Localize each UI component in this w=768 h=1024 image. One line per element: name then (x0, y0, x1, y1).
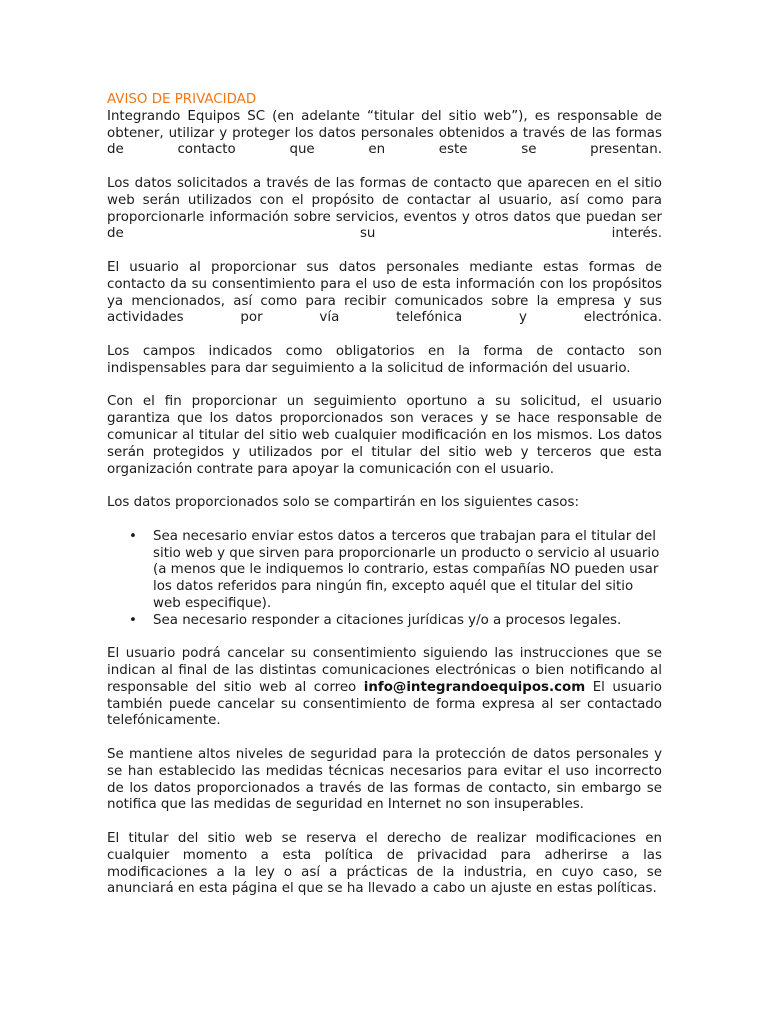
list-item (129, 612, 662, 630)
sharing-cases-intro: Los datos proporcionados solo se compartirán en los siguientes casos: (107, 495, 579, 511)
privacy-notice-page (107, 92, 662, 915)
contact-email-link[interactable]: info@integrandoequipos.com (363, 679, 586, 695)
list-item-text: Sea necesario responder a citaciones jurídicas y/o a procesos legales. (153, 612, 622, 628)
modifications-paragraph: El titular del sitio web se reserva el derecho de realizar modificaciones en cualquier momento a esta política de privacidad para adherirse a las modificaciones a la ley o así a prácticas de la industria, en cuyo caso, se anunciará en esta página el que se ha llevado a cabo un ajuste en estas políticas. (107, 831, 662, 897)
bullet-icon: • (129, 612, 137, 628)
cancel-consent-text-after: El usuario también puede cancelar su consentimiento de forma expresa al ser contactado telefónicamente. (107, 679, 662, 729)
document-title: AVISO DE PRIVACIDAD (107, 92, 257, 107)
security-paragraph: Se mantiene altos niveles de seguridad para la protección de datos personales y se han establecido las medidas técnicas necesarios para evitar el uso incorrecto de los datos proporcionados a través de las formas de contacto, sin embargo se notifica que las medidas de seguridad en Internet no son insuperables. (107, 747, 662, 813)
cancel-consent-text-before: El usuario podrá cancelar su consentimiento siguiendo las instrucciones que se indican al final de las distintas comunicaciones electrónicas o bien notificando al responsable del sitio web al correo (107, 646, 662, 695)
consent-paragraph: El usuario al proporcionar sus datos personales mediante estas formas de contacto da su consentimiento para el uso de esta información con los propósitos ya mencionados, así como para recibir comunicados sobre la empresa y sus actividades por vía telefónica y electrónica. (107, 259, 662, 326)
data-usage-paragraph: Los datos solicitados a través de las formas de contacto que aparecen en el sitio web serán utilizados con el propósito de contactar al usuario, así como para proporcionarle información sobre servicios, eventos y otros datos que puedan ser de su interés. (107, 175, 662, 242)
user-guarantee-paragraph: Con el fin proporcionar un seguimiento oportuno a su solicitud, el usuario garantiza que los datos proporcionados son veraces y se hace responsable de comunicar al titular del sitio web cualquier modificación en los mismos. Los datos serán protegidos y utilizados por el titular del sitio web y terceros que esta organización contrate para apoyar la comunicación con el usuario. (107, 394, 662, 477)
required-fields-paragraph: Los campos indicados como obligatorios en la forma de contacto son indispensables para dar seguimiento a la solicitud de información del usuario. (107, 343, 662, 376)
list-item (129, 528, 662, 613)
intro-paragraph: Integrando Equipos SC (en adelante “titular del sitio web”), es responsable de obtener, utilizar y proteger los datos personales obtenidos a través de las formas de contacto que en este se presentan. (107, 108, 662, 158)
sharing-cases-list (107, 529, 662, 630)
list-item-text: Sea necesario enviar estos datos a terceros que trabajan para el titular del sitio web y que sirven para proporcionarle un producto o servicio al usuario (a menos que le indiquemos lo contrario, estas compañías NO pueden usar los datos referidos para ningún fin, excepto aquél que el titular del sitio web especifique). (153, 528, 660, 611)
cancel-consent-paragraph (107, 646, 662, 730)
bullet-icon: • (129, 528, 137, 544)
